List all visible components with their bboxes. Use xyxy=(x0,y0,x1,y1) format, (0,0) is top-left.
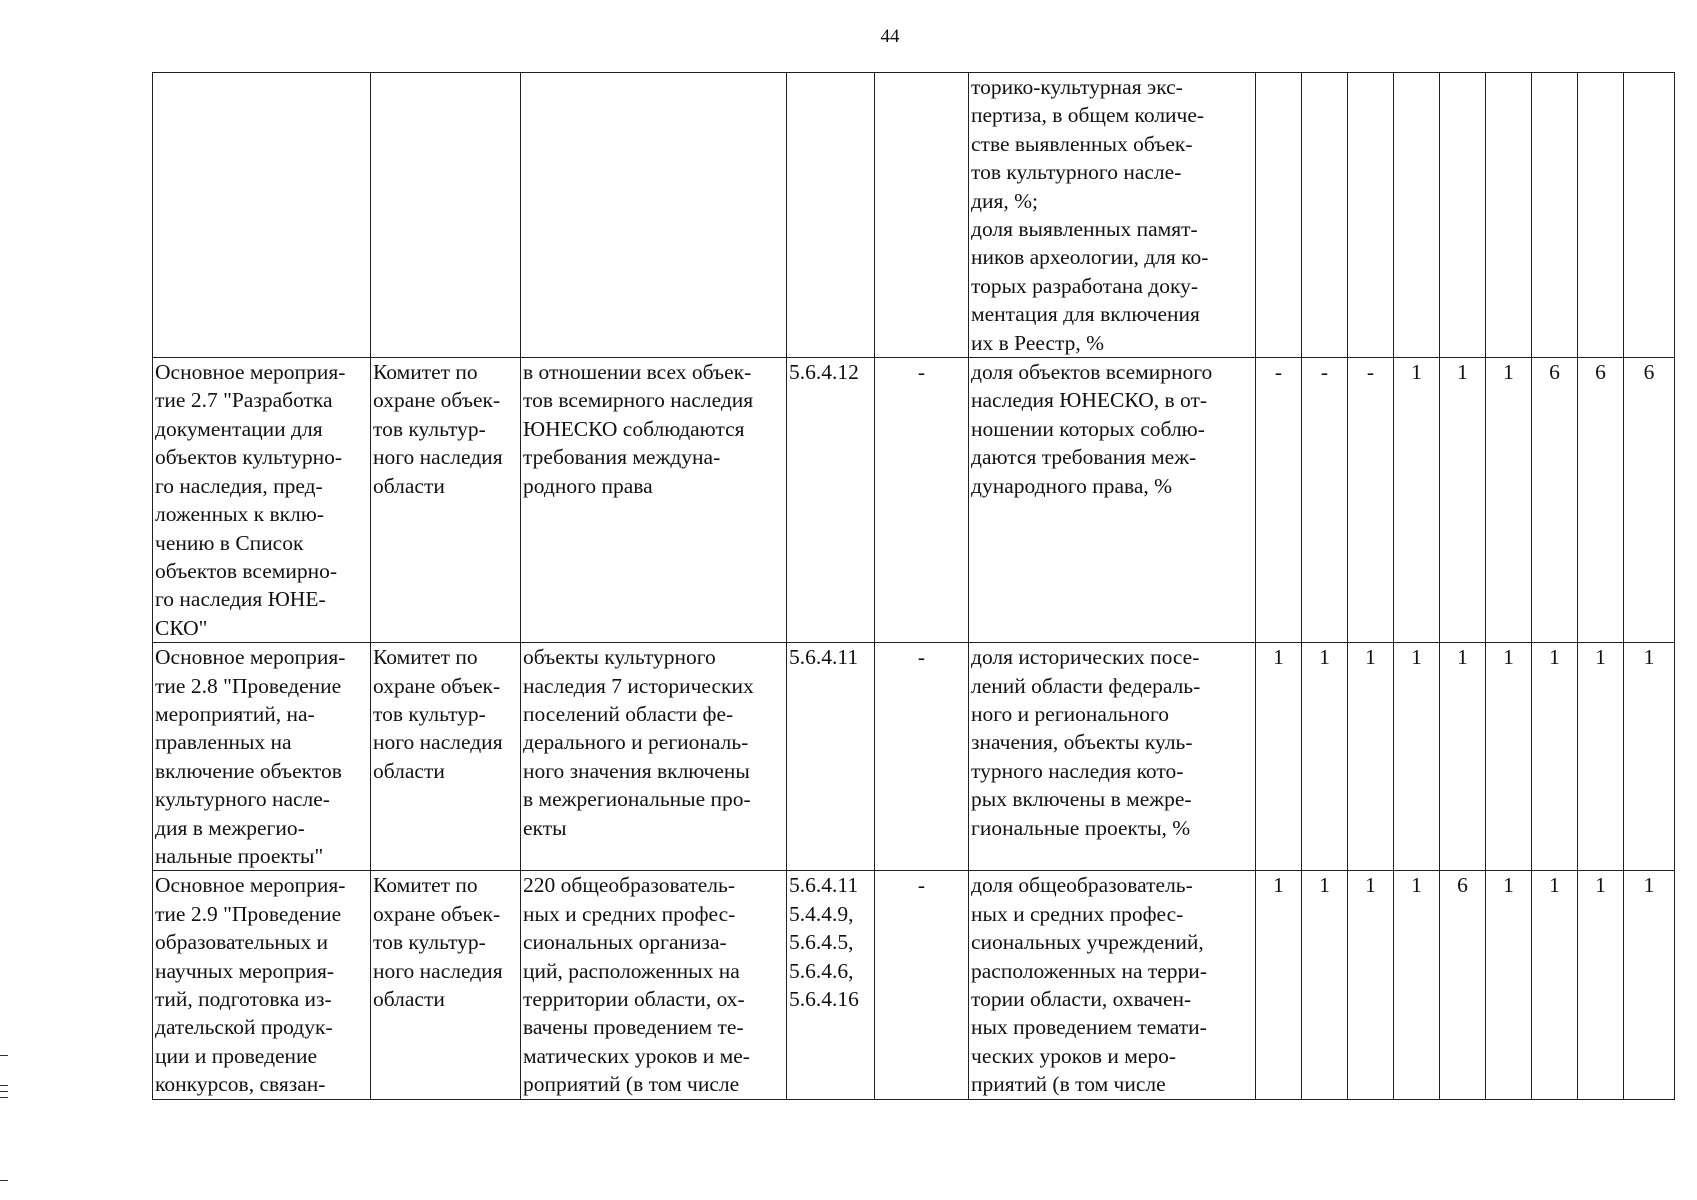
deadline-cell: - xyxy=(875,871,969,1099)
table-row xyxy=(153,358,1675,643)
result-cell: объекты культурного наследия 7 исторических поселений области фе- дерального и региональ- ного значения включены в межрегиональные про- екты xyxy=(521,643,787,871)
value-cell: 1 xyxy=(1394,871,1440,1099)
margin-mark xyxy=(0,1091,8,1092)
value-cell: - xyxy=(1302,358,1348,643)
event-cell: Основное мероприя- тие 2.8 "Проведение мероприятий, на- правленных на включение объектов культурного насле- дия в межрегио- нальные проекты" xyxy=(153,643,371,871)
value-cell xyxy=(1532,73,1578,358)
value-cell xyxy=(1256,73,1302,358)
event-cell xyxy=(153,73,371,358)
value-cell xyxy=(1624,73,1675,358)
value-cell: 1 xyxy=(1348,643,1394,871)
code-cell xyxy=(787,73,875,358)
event-cell: Основное мероприя- тие 2.9 "Проведение образовательных и научных мероприя- тий, подготовка из- дательской продук- ции и проведение конкурсов, связан- xyxy=(153,871,371,1099)
deadline-cell xyxy=(875,73,969,358)
value-cell: 6 xyxy=(1578,358,1624,643)
executor-cell xyxy=(371,73,521,358)
value-cell: 1 xyxy=(1348,871,1394,1099)
event-cell: Основное мероприя- тие 2.7 "Разработка документации для объектов культурно- го наследия, пред- ложенных к вклю- чению в Список объектов всемирно- го наследия ЮНЕ- СКО" xyxy=(153,358,371,643)
value-cell xyxy=(1348,73,1394,358)
code-cell: 5.6.4.11 xyxy=(787,643,875,871)
value-cell: 6 xyxy=(1532,358,1578,643)
value-cell: 1 xyxy=(1440,643,1486,871)
margin-mark xyxy=(0,1055,8,1056)
value-cell: 1 xyxy=(1624,643,1675,871)
value-cell: 6 xyxy=(1440,871,1486,1099)
value-cell: 1 xyxy=(1532,871,1578,1099)
code-cell: 5.6.4.12 xyxy=(787,358,875,643)
table-row xyxy=(153,643,1675,871)
value-cell: 1 xyxy=(1302,643,1348,871)
indicator-cell: доля общеобразователь- ных и средних профес- сиональных учреждений, расположенных на терри- тории области, охвачен- ных проведением темати- ческих уроков и меро- приятий (в том числе xyxy=(969,871,1256,1099)
indicator-cell: торико-культурная экс- пертиза, в общем количе- стве выявленных объек- тов культурного насле- дия, %; доля выявленных памят- ников археологии, для ко- торых разработана доку- ментация для включения их в Реестр, % xyxy=(969,73,1256,358)
value-cell: 1 xyxy=(1624,871,1675,1099)
value-cell: 1 xyxy=(1394,358,1440,643)
value-cell: 6 xyxy=(1624,358,1675,643)
indicator-cell: доля исторических посе- лений области федераль- ного и регионального значения, объекты куль- турного наследия кото- рых включены в межре- гиональные проекты, % xyxy=(969,643,1256,871)
table-row xyxy=(153,73,1675,358)
executor-cell: Комитет по охране объек- тов культур- ного наследия области xyxy=(371,643,521,871)
value-cell: 1 xyxy=(1486,358,1532,643)
value-cell: 1 xyxy=(1486,643,1532,871)
value-cell: 1 xyxy=(1486,871,1532,1099)
margin-mark xyxy=(0,1097,8,1098)
margin-mark xyxy=(0,1085,8,1086)
value-cell: 1 xyxy=(1256,643,1302,871)
value-cell xyxy=(1440,73,1486,358)
margin-mark xyxy=(0,1180,8,1181)
value-cell: 1 xyxy=(1256,871,1302,1099)
value-cell: 1 xyxy=(1394,643,1440,871)
value-cell xyxy=(1394,73,1440,358)
value-cell: 1 xyxy=(1578,871,1624,1099)
executor-cell: Комитет по охране объек- тов культур- ного наследия области xyxy=(371,871,521,1099)
deadline-cell: - xyxy=(875,358,969,643)
value-cell: 1 xyxy=(1440,358,1486,643)
value-cell: - xyxy=(1348,358,1394,643)
table-row xyxy=(153,871,1675,1099)
page-number: 44 xyxy=(880,26,900,47)
value-cell xyxy=(1486,73,1532,358)
program-table xyxy=(152,72,1675,1100)
value-cell xyxy=(1578,73,1624,358)
value-cell: 1 xyxy=(1532,643,1578,871)
value-cell: - xyxy=(1256,358,1302,643)
value-cell xyxy=(1302,73,1348,358)
code-cell: 5.6.4.11 5.4.4.9, 5.6.4.5, 5.6.4.6, 5.6.4.16 xyxy=(787,871,875,1099)
result-cell: 220 общеобразователь- ных и средних профес- сиональных организа- ций, расположенных на территории области, ох- вачены проведением те- матических уроков и ме- роприятий (в том числе xyxy=(521,871,787,1099)
result-cell xyxy=(521,73,787,358)
executor-cell: Комитет по охране объек- тов культур- ного наследия области xyxy=(371,358,521,643)
value-cell: 1 xyxy=(1302,871,1348,1099)
deadline-cell: - xyxy=(875,643,969,871)
indicator-cell: доля объектов всемирного наследия ЮНЕСКО, в от- ношении которых соблю- даются требования меж- дународного права, % xyxy=(969,358,1256,643)
result-cell: в отношении всех объек- тов всемирного наследия ЮНЕСКО соблюдаются требования междуна- родного права xyxy=(521,358,787,643)
value-cell: 1 xyxy=(1578,643,1624,871)
